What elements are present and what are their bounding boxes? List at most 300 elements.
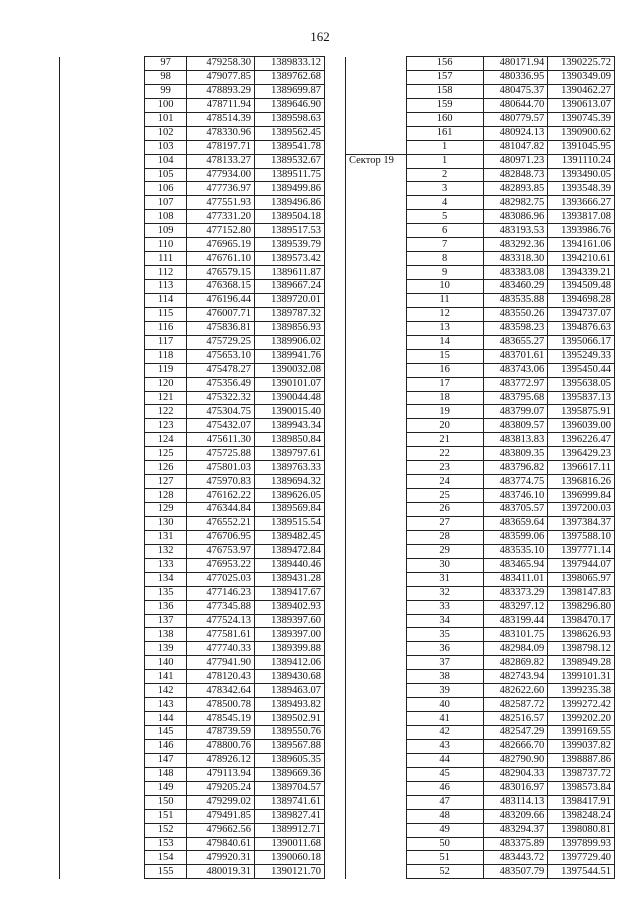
point-number-cell: 128 — [145, 489, 187, 503]
y-coordinate-cell: 1394737.07 — [548, 307, 615, 321]
point-number-cell: 35 — [406, 628, 483, 642]
table-row — [346, 781, 615, 795]
y-coordinate-cell: 1389482.45 — [254, 530, 324, 544]
x-coordinate-cell: 482869.82 — [483, 656, 548, 670]
sector-label-cell — [60, 684, 145, 698]
x-coordinate-cell: 476368.15 — [187, 280, 255, 294]
point-number-cell: 34 — [406, 614, 483, 628]
table-row — [346, 252, 615, 266]
x-coordinate-cell: 483659.64 — [483, 516, 548, 530]
x-coordinate-cell: 475322.32 — [187, 391, 255, 405]
table-row — [346, 712, 615, 726]
y-coordinate-cell: 1397944.07 — [548, 558, 615, 572]
sector-label-cell — [346, 238, 407, 252]
x-coordinate-cell: 480171.94 — [483, 57, 548, 71]
table-row — [60, 670, 325, 684]
y-coordinate-cell: 1389430.68 — [254, 670, 324, 684]
table-row — [346, 851, 615, 865]
table-row — [346, 489, 615, 503]
x-coordinate-cell: 480971.23 — [483, 154, 548, 168]
point-number-cell: 40 — [406, 698, 483, 712]
table-row — [60, 419, 325, 433]
table-row — [346, 530, 615, 544]
point-number-cell: 104 — [145, 154, 187, 168]
table-row — [60, 503, 325, 517]
point-number-cell: 1 — [406, 154, 483, 168]
y-coordinate-cell: 1389562.45 — [254, 126, 324, 140]
x-coordinate-cell: 483292.36 — [483, 238, 548, 252]
x-coordinate-cell: 479113.94 — [187, 767, 255, 781]
x-coordinate-cell: 477551.93 — [187, 196, 255, 210]
y-coordinate-cell: 1390225.72 — [548, 57, 615, 71]
sector-label-cell — [60, 349, 145, 363]
table-row — [60, 266, 325, 280]
point-number-cell: 151 — [145, 809, 187, 823]
table-row — [346, 405, 615, 419]
table-row — [60, 712, 325, 726]
x-coordinate-cell: 483373.29 — [483, 586, 548, 600]
y-coordinate-cell: 1389399.88 — [254, 642, 324, 656]
x-coordinate-cell: 483209.66 — [483, 809, 548, 823]
table-row — [60, 739, 325, 753]
sector-label-cell — [60, 70, 145, 84]
sector-label-cell — [60, 600, 145, 614]
sector-label-cell — [346, 795, 407, 809]
table-row — [60, 70, 325, 84]
x-coordinate-cell: 483598.23 — [483, 321, 548, 335]
table-row — [346, 419, 615, 433]
y-coordinate-cell: 1389611.87 — [254, 266, 324, 280]
x-coordinate-cell: 479840.61 — [187, 837, 255, 851]
point-number-cell: 142 — [145, 684, 187, 698]
point-number-cell: 7 — [406, 238, 483, 252]
x-coordinate-cell: 483772.97 — [483, 377, 548, 391]
x-coordinate-cell: 477025.03 — [187, 572, 255, 586]
point-number-cell: 134 — [145, 572, 187, 586]
sector-label-cell — [346, 70, 407, 84]
point-number-cell: 21 — [406, 433, 483, 447]
y-coordinate-cell: 1395249.33 — [548, 349, 615, 363]
table-row — [346, 558, 615, 572]
x-coordinate-cell: 476162.22 — [187, 489, 255, 503]
y-coordinate-cell: 1393986.76 — [548, 224, 615, 238]
sector-label-cell — [60, 572, 145, 586]
sector-label-cell — [60, 57, 145, 71]
x-coordinate-cell: 475970.83 — [187, 475, 255, 489]
y-coordinate-cell: 1399037.82 — [548, 739, 615, 753]
sector-label-cell — [60, 335, 145, 349]
sector-label-cell — [60, 739, 145, 753]
point-number-cell: 121 — [145, 391, 187, 405]
x-coordinate-cell: 482666.70 — [483, 739, 548, 753]
x-coordinate-cell: 483743.06 — [483, 363, 548, 377]
y-coordinate-cell: 1389669.36 — [254, 767, 324, 781]
point-number-cell: 13 — [406, 321, 483, 335]
table-row — [346, 196, 615, 210]
y-coordinate-cell: 1394698.28 — [548, 293, 615, 307]
y-coordinate-cell: 1395837.13 — [548, 391, 615, 405]
point-number-cell: 105 — [145, 168, 187, 182]
x-coordinate-cell: 476196.44 — [187, 293, 255, 307]
x-coordinate-cell: 480336.95 — [483, 70, 548, 84]
table-row — [60, 307, 325, 321]
y-coordinate-cell: 1389626.05 — [254, 489, 324, 503]
table-row — [346, 57, 615, 71]
y-coordinate-cell: 1398949.28 — [548, 656, 615, 670]
table-row — [60, 865, 325, 879]
coordinates-table-right-body — [346, 57, 615, 879]
x-coordinate-cell: 477524.13 — [187, 614, 255, 628]
y-coordinate-cell: 1389720.01 — [254, 293, 324, 307]
sector-label-cell — [346, 558, 407, 572]
y-coordinate-cell: 1389797.61 — [254, 447, 324, 461]
x-coordinate-cell: 483016.97 — [483, 781, 548, 795]
sector-label-cell — [346, 809, 407, 823]
y-coordinate-cell: 1389943.34 — [254, 419, 324, 433]
y-coordinate-cell: 1397384.37 — [548, 516, 615, 530]
point-number-cell: 19 — [406, 405, 483, 419]
x-coordinate-cell: 476007.71 — [187, 307, 255, 321]
x-coordinate-cell: 480475.37 — [483, 84, 548, 98]
x-coordinate-cell: 478739.59 — [187, 726, 255, 740]
table-row — [346, 447, 615, 461]
coordinates-table-left-body — [60, 57, 325, 879]
x-coordinate-cell: 483813.83 — [483, 433, 548, 447]
sector-label-cell — [60, 126, 145, 140]
y-coordinate-cell: 1389856.93 — [254, 321, 324, 335]
point-number-cell: 103 — [145, 140, 187, 154]
point-number-cell: 111 — [145, 252, 187, 266]
table-row — [346, 224, 615, 238]
point-number-cell: 154 — [145, 851, 187, 865]
y-coordinate-cell: 1389941.76 — [254, 349, 324, 363]
point-number-cell: 2 — [406, 168, 483, 182]
y-coordinate-cell: 1389567.88 — [254, 739, 324, 753]
x-coordinate-cell: 478545.19 — [187, 712, 255, 726]
table-row — [60, 433, 325, 447]
sector-label-cell — [60, 795, 145, 809]
sector-label-cell — [346, 433, 407, 447]
sector-label-cell — [346, 739, 407, 753]
point-number-cell: 97 — [145, 57, 187, 71]
sector-label-cell — [60, 84, 145, 98]
x-coordinate-cell: 476706.95 — [187, 530, 255, 544]
y-coordinate-cell: 1389397.00 — [254, 628, 324, 642]
sector-label-cell — [346, 684, 407, 698]
x-coordinate-cell: 475653.10 — [187, 349, 255, 363]
x-coordinate-cell: 479491.85 — [187, 809, 255, 823]
point-number-cell: 15 — [406, 349, 483, 363]
y-coordinate-cell: 1399101.31 — [548, 670, 615, 684]
x-coordinate-cell: 483114.13 — [483, 795, 548, 809]
x-coordinate-cell: 475356.49 — [187, 377, 255, 391]
x-coordinate-cell: 483599.06 — [483, 530, 548, 544]
x-coordinate-cell: 478893.29 — [187, 84, 255, 98]
sector-label-cell — [60, 698, 145, 712]
table-row — [60, 126, 325, 140]
y-coordinate-cell: 1389667.24 — [254, 280, 324, 294]
point-number-cell: 123 — [145, 419, 187, 433]
sector-label-cell — [60, 252, 145, 266]
point-number-cell: 152 — [145, 823, 187, 837]
y-coordinate-cell: 1393490.05 — [548, 168, 615, 182]
sector-label-cell — [60, 210, 145, 224]
sector-label-cell — [346, 865, 407, 879]
sector-label-cell — [346, 57, 407, 71]
table-row — [346, 307, 615, 321]
x-coordinate-cell: 483809.35 — [483, 447, 548, 461]
table-row — [60, 753, 325, 767]
point-number-cell: 153 — [145, 837, 187, 851]
sector-label-cell — [60, 168, 145, 182]
table-row — [60, 572, 325, 586]
point-number-cell: 117 — [145, 335, 187, 349]
table-row — [346, 140, 615, 154]
sector-label-cell — [346, 628, 407, 642]
coordinates-table-left — [59, 56, 325, 879]
point-number-cell: 6 — [406, 224, 483, 238]
point-number-cell: 16 — [406, 363, 483, 377]
table-row — [346, 70, 615, 84]
point-number-cell: 133 — [145, 558, 187, 572]
y-coordinate-cell: 1389694.32 — [254, 475, 324, 489]
table-row — [60, 182, 325, 196]
point-number-cell: 52 — [406, 865, 483, 879]
x-coordinate-cell: 483746.10 — [483, 489, 548, 503]
y-coordinate-cell: 1398470.17 — [548, 614, 615, 628]
sector-label-cell — [60, 321, 145, 335]
x-coordinate-cell: 479662.56 — [187, 823, 255, 837]
table-row — [60, 168, 325, 182]
point-number-cell: 28 — [406, 530, 483, 544]
table-row — [60, 377, 325, 391]
sector-label-cell — [346, 98, 407, 112]
y-coordinate-cell: 1390015.40 — [254, 405, 324, 419]
sector-label-cell — [60, 670, 145, 684]
table-row — [60, 224, 325, 238]
x-coordinate-cell: 478500.78 — [187, 698, 255, 712]
table-row — [346, 293, 615, 307]
point-number-cell: 14 — [406, 335, 483, 349]
point-number-cell: 158 — [406, 84, 483, 98]
x-coordinate-cell: 483465.94 — [483, 558, 548, 572]
point-number-cell: 3 — [406, 182, 483, 196]
table-row — [60, 391, 325, 405]
sector-label-cell — [346, 419, 407, 433]
x-coordinate-cell: 483086.96 — [483, 210, 548, 224]
x-coordinate-cell: 480644.70 — [483, 98, 548, 112]
y-coordinate-cell: 1395875.91 — [548, 405, 615, 419]
y-coordinate-cell: 1393548.39 — [548, 182, 615, 196]
table-row — [60, 196, 325, 210]
point-number-cell: 140 — [145, 656, 187, 670]
table-row — [60, 795, 325, 809]
point-number-cell: 49 — [406, 823, 483, 837]
point-number-cell: 10 — [406, 280, 483, 294]
y-coordinate-cell: 1390121.70 — [254, 865, 324, 879]
y-coordinate-cell: 1389496.86 — [254, 196, 324, 210]
y-coordinate-cell: 1389598.63 — [254, 112, 324, 126]
table-row — [60, 544, 325, 558]
point-number-cell: 26 — [406, 503, 483, 517]
sector-label-cell: Сектор 19 — [346, 154, 407, 168]
point-number-cell: 41 — [406, 712, 483, 726]
point-number-cell: 145 — [145, 726, 187, 740]
point-number-cell: 126 — [145, 461, 187, 475]
y-coordinate-cell: 1389704.57 — [254, 781, 324, 795]
table-row — [60, 57, 325, 71]
y-coordinate-cell: 1399272.42 — [548, 698, 615, 712]
table-row — [346, 837, 615, 851]
sector-label-cell — [346, 252, 407, 266]
sector-label-cell — [60, 586, 145, 600]
y-coordinate-cell: 1389402.93 — [254, 600, 324, 614]
x-coordinate-cell: 477934.00 — [187, 168, 255, 182]
point-number-cell: 31 — [406, 572, 483, 586]
y-coordinate-cell: 1389412.06 — [254, 656, 324, 670]
x-coordinate-cell: 477152.80 — [187, 224, 255, 238]
y-coordinate-cell: 1396999.84 — [548, 489, 615, 503]
x-coordinate-cell: 483507.79 — [483, 865, 548, 879]
sector-label-cell — [346, 753, 407, 767]
sector-label-cell — [60, 391, 145, 405]
y-coordinate-cell: 1397729.40 — [548, 851, 615, 865]
y-coordinate-cell: 1394161.06 — [548, 238, 615, 252]
table-row — [60, 586, 325, 600]
sector-label-cell — [60, 461, 145, 475]
sector-label-cell — [346, 140, 407, 154]
point-number-cell: 137 — [145, 614, 187, 628]
y-coordinate-cell: 1398248.24 — [548, 809, 615, 823]
y-coordinate-cell: 1390044.48 — [254, 391, 324, 405]
table-row — [60, 684, 325, 698]
point-number-cell: 37 — [406, 656, 483, 670]
sector-label-cell — [60, 238, 145, 252]
sector-label-cell — [346, 84, 407, 98]
table-row — [346, 210, 615, 224]
sector-label-cell — [60, 363, 145, 377]
table-row — [60, 489, 325, 503]
table-row — [346, 739, 615, 753]
point-number-cell: 159 — [406, 98, 483, 112]
table-row — [60, 530, 325, 544]
sector-label-cell — [346, 349, 407, 363]
sector-label-cell — [60, 809, 145, 823]
x-coordinate-cell: 478120.43 — [187, 670, 255, 684]
x-coordinate-cell: 479258.30 — [187, 57, 255, 71]
y-coordinate-cell: 1391045.95 — [548, 140, 615, 154]
y-coordinate-cell: 1397899.93 — [548, 837, 615, 851]
y-coordinate-cell: 1394876.63 — [548, 321, 615, 335]
sector-label-cell — [60, 851, 145, 865]
x-coordinate-cell: 483101.75 — [483, 628, 548, 642]
table-row — [346, 753, 615, 767]
point-number-cell: 150 — [145, 795, 187, 809]
y-coordinate-cell: 1390745.39 — [548, 112, 615, 126]
table-row — [60, 698, 325, 712]
sector-label-cell — [346, 461, 407, 475]
table-row — [346, 823, 615, 837]
point-number-cell: 18 — [406, 391, 483, 405]
sector-label-cell — [346, 712, 407, 726]
x-coordinate-cell: 476965.19 — [187, 238, 255, 252]
table-row — [60, 628, 325, 642]
point-number-cell: 127 — [145, 475, 187, 489]
x-coordinate-cell: 476579.15 — [187, 266, 255, 280]
point-number-cell: 1 — [406, 140, 483, 154]
point-number-cell: 132 — [145, 544, 187, 558]
y-coordinate-cell: 1398887.86 — [548, 753, 615, 767]
y-coordinate-cell: 1390011.68 — [254, 837, 324, 851]
sector-label-cell — [346, 126, 407, 140]
table-row — [60, 84, 325, 98]
y-coordinate-cell: 1397200.03 — [548, 503, 615, 517]
sector-label-cell — [346, 572, 407, 586]
point-number-cell: 130 — [145, 516, 187, 530]
point-number-cell: 156 — [406, 57, 483, 71]
point-number-cell: 114 — [145, 293, 187, 307]
x-coordinate-cell: 475432.07 — [187, 419, 255, 433]
y-coordinate-cell: 1393666.27 — [548, 196, 615, 210]
y-coordinate-cell: 1397544.51 — [548, 865, 615, 879]
point-number-cell: 99 — [145, 84, 187, 98]
sector-label-cell — [346, 168, 407, 182]
sector-label-cell — [346, 405, 407, 419]
point-number-cell: 129 — [145, 503, 187, 517]
x-coordinate-cell: 475725.88 — [187, 447, 255, 461]
x-coordinate-cell: 482547.29 — [483, 726, 548, 740]
y-coordinate-cell: 1390462.27 — [548, 84, 615, 98]
x-coordinate-cell: 479299.02 — [187, 795, 255, 809]
x-coordinate-cell: 482982.75 — [483, 196, 548, 210]
x-coordinate-cell: 483655.27 — [483, 335, 548, 349]
x-coordinate-cell: 483535.88 — [483, 293, 548, 307]
sector-label-cell — [60, 767, 145, 781]
table-row — [346, 670, 615, 684]
x-coordinate-cell: 477941.90 — [187, 656, 255, 670]
point-number-cell: 115 — [145, 307, 187, 321]
point-number-cell: 39 — [406, 684, 483, 698]
y-coordinate-cell: 1389762.68 — [254, 70, 324, 84]
table-row — [346, 586, 615, 600]
sector-label-cell — [346, 851, 407, 865]
sector-label-cell — [346, 503, 407, 517]
x-coordinate-cell: 479205.24 — [187, 781, 255, 795]
table-row — [346, 391, 615, 405]
y-coordinate-cell: 1397588.10 — [548, 530, 615, 544]
sector-label-cell — [60, 433, 145, 447]
point-number-cell: 25 — [406, 489, 483, 503]
sector-label-cell — [346, 670, 407, 684]
point-number-cell: 141 — [145, 670, 187, 684]
table-row — [346, 266, 615, 280]
table-row — [60, 363, 325, 377]
point-number-cell: 42 — [406, 726, 483, 740]
x-coordinate-cell: 479920.31 — [187, 851, 255, 865]
table-row — [60, 656, 325, 670]
coordinates-table-right — [345, 56, 615, 879]
x-coordinate-cell: 476344.84 — [187, 503, 255, 517]
y-coordinate-cell: 1389763.33 — [254, 461, 324, 475]
point-number-cell: 98 — [145, 70, 187, 84]
point-number-cell: 107 — [145, 196, 187, 210]
sector-label-cell — [60, 98, 145, 112]
x-coordinate-cell: 482904.33 — [483, 767, 548, 781]
y-coordinate-cell: 1398626.93 — [548, 628, 615, 642]
sector-label-cell — [346, 767, 407, 781]
x-coordinate-cell: 483550.26 — [483, 307, 548, 321]
sector-label-cell — [346, 656, 407, 670]
